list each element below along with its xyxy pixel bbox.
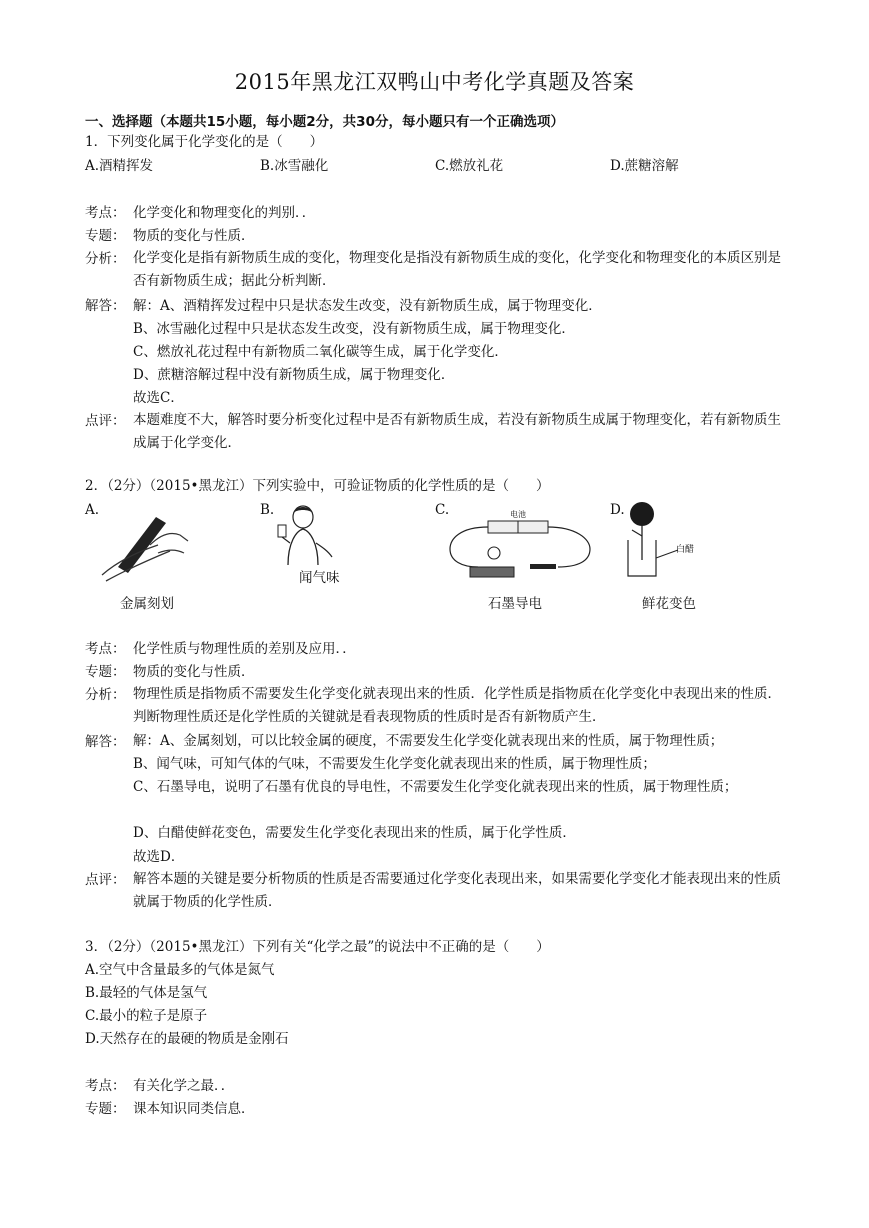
graphite-circuit-figure: [448, 505, 593, 581]
q2-fenxi-label: 分析：: [85, 687, 126, 703]
q2-jieda-label: 解答：: [85, 734, 126, 750]
flower-icon: [630, 502, 654, 526]
q3-kaodian: 有关化学之最．．: [133, 1078, 235, 1094]
metal-plate-shape: [118, 517, 166, 573]
q2-jieda-line: D、白醋使鲜花变色，需要发生化学变化表现出来的性质，属于化学性质．: [133, 825, 576, 841]
q2-kaodian-label: 考点：: [85, 641, 126, 657]
q2-jieda-line: 解：A、金属刻划，可以比较金属的硬度，不需要发生化学变化就表现出来的性质，属于物理性质；: [133, 733, 724, 749]
flower-vinegar-figure: [618, 500, 708, 582]
q2-stem: 2．（2分）（2015•黑龙江）下列实验中，可验证物质的化学性质的是（ ）: [85, 478, 550, 494]
q1-dianping: 本题难度不大，解答时要分析变化过程中是否有新物质生成，若没有新物质生成属于物理变化，若有新物质生成属于化学变化．: [133, 412, 781, 451]
q1-zhuanti-label: 专题：: [85, 228, 126, 244]
q3-option-c: C.最小的粒子是原子: [85, 1008, 208, 1024]
q2-jieda-line: C、石墨导电，说明了石墨有优良的导电性，不需要发生化学变化就表现出来的性质，属于物理性质；: [133, 779, 738, 795]
q3-stem: 3．（2分）（2015•黑龙江）下列有关“化学之最”的说法中不正确的是（ ）: [85, 939, 550, 955]
q3-option-a: A.空气中含量最多的气体是氮气: [85, 962, 275, 978]
q2-option-c: C.: [435, 502, 450, 518]
q3-zhuanti: 课本知识同类信息．: [133, 1101, 255, 1117]
q1-jieda-line: C、燃放礼花过程中有新物质二氧化碳等生成，属于化学变化．: [133, 344, 508, 360]
bulb-icon: [488, 547, 500, 559]
q1-stem: 1．下列变化属于化学变化的是（ ）: [85, 134, 324, 150]
q2-jieda-line: 故选D．: [133, 849, 185, 865]
q1-option-c: C.燃放礼花: [435, 158, 504, 174]
q3-kaodian-label: 考点：: [85, 1078, 126, 1094]
section-heading: 一、选择题（本题共15小题，每小题2分，共30分，每小题只有一个正确选项）: [85, 114, 564, 130]
q2-jieda-line: B、闻气味，可知气体的气味，不需要发生化学变化就表现出来的性质，属于物理性质；: [133, 756, 656, 772]
q1-dianping-label: 点评：: [85, 413, 126, 429]
q2-option-d: D.: [610, 502, 625, 518]
caption-graphite-conduction: 石墨导电: [488, 596, 542, 612]
q3-option-d: D.天然存在的最硬的物质是金刚石: [85, 1031, 289, 1047]
battery-label: 电池: [510, 510, 526, 519]
q1-fenxi-label: 分析：: [85, 251, 126, 267]
page-title: 2015年黑龙江双鸭山中考化学真题及答案: [234, 70, 635, 94]
q1-fenxi: 化学变化是指有新物质生成的变化，物理变化是指没有新物质生成的变化，化学变化和物理变化的本质区别是否有新物质生成；据此分析判断．: [133, 250, 781, 289]
q1-option-b: B.冰雪融化: [260, 158, 329, 174]
caption-flower-color-change: 鲜花变色: [642, 596, 696, 612]
q1-jieda-line: 故选C．: [133, 390, 184, 406]
q1-option-a: A.酒精挥发: [85, 158, 154, 174]
q2-fenxi: 物理性质是指物质不需要发生化学变化就表现出来的性质．化学性质是指物质在化学变化中表现出来的性质．判断物理性质还是化学性质的关键就是看表现物质的性质时是否有新物质产生．: [133, 686, 781, 725]
q3-zhuanti-label: 专题：: [85, 1101, 126, 1117]
q2-zhuanti: 物质的变化与性质．: [133, 664, 255, 680]
q2-zhuanti-label: 专题：: [85, 664, 126, 680]
q2-kaodian: 化学性质与物理性质的差别及应用．．: [133, 641, 356, 657]
q1-kaodian: 化学变化和物理变化的判别．．: [133, 205, 316, 221]
q3-option-b: B.最轻的气体是氢气: [85, 985, 208, 1001]
q2-option-a: A.: [85, 502, 100, 518]
q2-dianping-label: 点评：: [85, 872, 126, 888]
q1-jieda-label: 解答：: [85, 298, 126, 314]
q1-kaodian-label: 考点：: [85, 205, 126, 221]
q1-zhuanti: 物质的变化与性质．: [133, 228, 255, 244]
q2-option-b: B.: [260, 502, 275, 518]
q1-jieda-line: B、冰雪融化过程中只是状态发生改变，没有新物质生成，属于物理变化．: [133, 321, 575, 337]
smelling-figure: [268, 503, 338, 567]
q1-jieda-line: D、蔗糖溶解过程中没有新物质生成，属于物理变化．: [133, 367, 455, 383]
q1-option-d: D.蔗糖溶解: [610, 158, 679, 174]
q1-jieda-line: 解：A、酒精挥发过程中只是状态发生改变，没有新物质生成，属于物理变化．: [133, 298, 602, 314]
vinegar-label: 白醋: [676, 545, 695, 555]
q2-dianping: 解答本题的关键是要分析物质的性质是否需要通过化学变化表现出来，如果需要化学变化才能表现出来的性质就属于物质的化学性质．: [133, 871, 781, 910]
smell-figure-label: 闻气味: [299, 570, 340, 586]
metal-scratching-figure: [98, 505, 198, 585]
caption-metal-scratching: 金属刻划: [120, 596, 174, 612]
